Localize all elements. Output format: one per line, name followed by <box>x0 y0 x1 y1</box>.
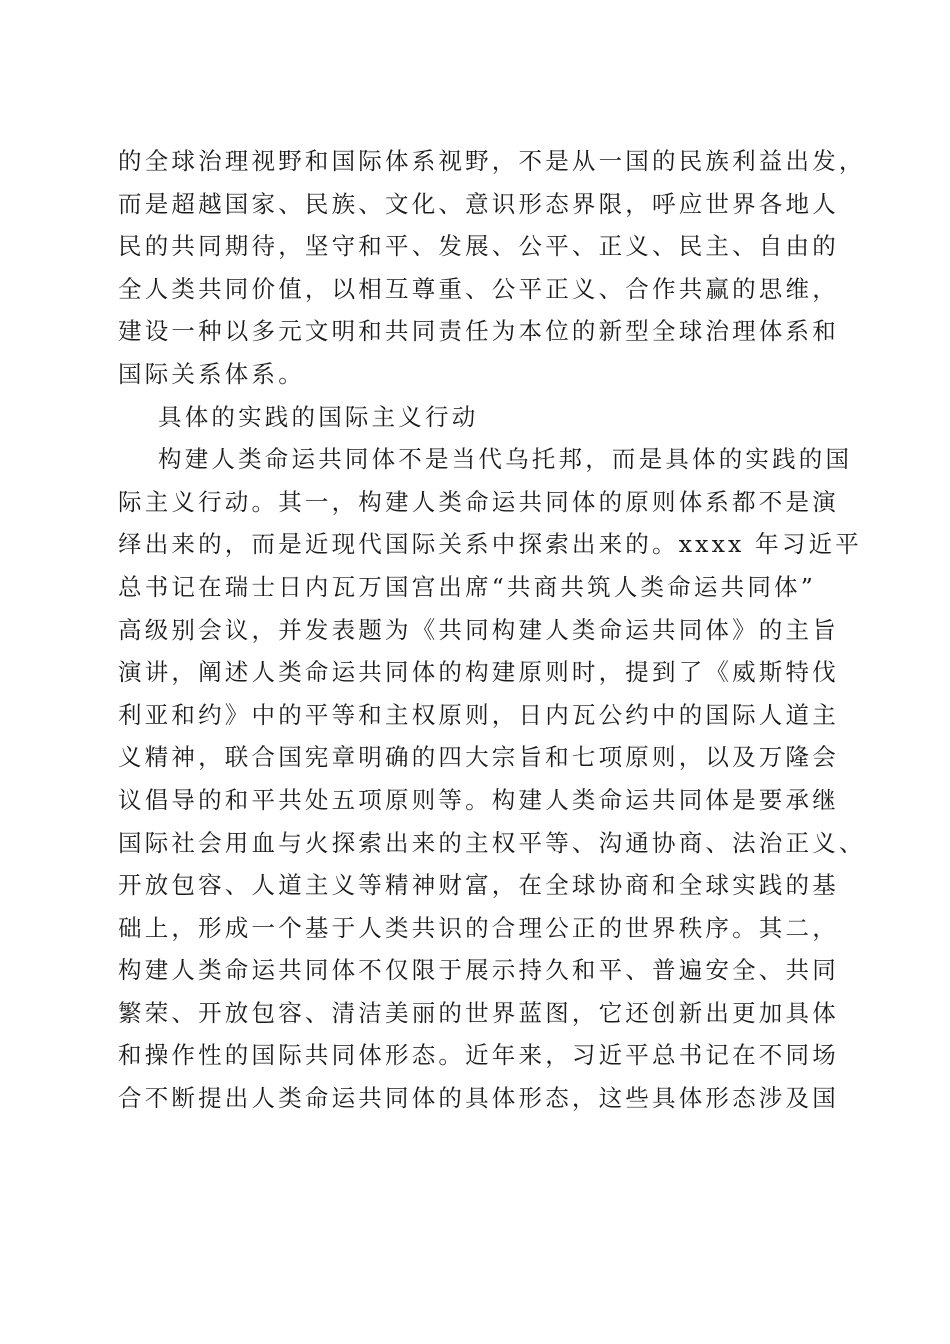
paragraph-line: 议倡导的和平共处五项原则等。构建人类命运共同体是要承继 <box>118 785 839 814</box>
paragraph-line: 开放包容、人道主义等精神财富，在全球协商和全球实践的基 <box>118 871 839 900</box>
paragraph-line: 构建人类命运共同体不是当代乌托邦，而是具体的实践的国 <box>158 445 853 474</box>
paragraph-line: 国际关系体系。 <box>118 359 305 388</box>
paragraph-line: 而是超越国家、民族、文化、意识形态界限，呼应世界各地人 <box>118 189 839 218</box>
paragraph-line: 合不断提出人类命运共同体的具体形态，这些具体形态涉及国 <box>118 1084 839 1113</box>
paragraph-line: 构建人类命运共同体不仅限于展示持久和平、普遍安全、共同 <box>118 956 839 985</box>
section-heading: 具体的实践的国际主义行动 <box>158 402 479 431</box>
paragraph-line: 全人类共同价值，以相互尊重、公平正义、合作共赢的思维， <box>118 274 839 303</box>
paragraph-line: 绎出来的，而是近现代国际关系中探索出来的。xxxx 年习近平 <box>118 530 862 559</box>
paragraph-line: 利亚和约》中的平等和主权原则，日内瓦公约中的国际人道主 <box>118 700 839 729</box>
paragraph-line: 础上，形成一个基于人类共识的合理公正的世界秩序。其二， <box>118 913 839 942</box>
paragraph-line: 民的共同期待，坚守和平、发展、公平、正义、民主、自由的 <box>118 232 839 261</box>
document-body <box>118 140 866 1120</box>
paragraph-line: 繁荣、开放包容、清洁美丽的世界蓝图，它还创新出更加具体 <box>118 998 839 1027</box>
paragraph-line: 高级别会议，并发表题为《共同构建人类命运共同体》的主旨 <box>118 615 839 644</box>
paragraph-line: 演讲，阐述人类命运共同体的构建原则时，提到了《威斯特伐 <box>118 658 839 687</box>
paragraph-line: 建设一种以多元文明和共同责任为本位的新型全球治理体系和 <box>118 317 839 346</box>
paragraph-line: 义精神，联合国宪章明确的四大宗旨和七项原则，以及万隆会 <box>118 743 839 772</box>
paragraph-line: 国际社会用血与火探索出来的主权平等、沟通协商、法治正义、 <box>118 828 866 857</box>
paragraph-line: 总书记在瑞士日内瓦万国宫出席“共商共筑人类命运共同体” <box>118 572 816 601</box>
paragraph-line: 的全球治理视野和国际体系视野，不是从一国的民族利益出发， <box>118 147 866 175</box>
paragraph-line: 和操作性的国际共同体形态。近年来，习近平总书记在不同场 <box>118 1041 839 1070</box>
paragraph-line: 际主义行动。其一，构建人类命运共同体的原则体系都不是演 <box>118 487 839 516</box>
